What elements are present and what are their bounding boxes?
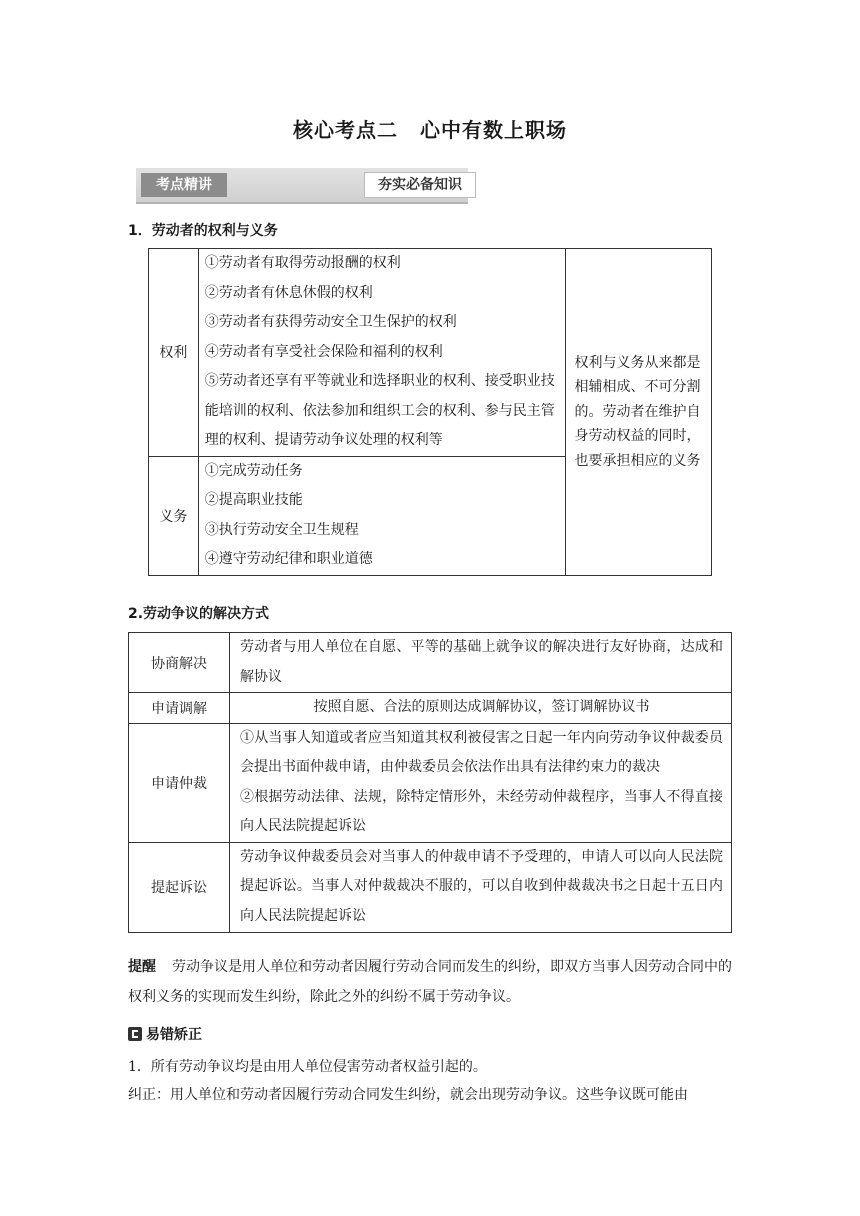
list-item: ③劳动者有获得劳动安全卫生保护的权利 bbox=[204, 314, 457, 330]
reminder-text: 劳动争议是用人单位和劳动者因履行劳动合同而发生的纠纷，即双方当事人因劳动合同中的权利义务的实现而发生纠纷，除此之外的纠纷不属于劳动争议。 bbox=[128, 959, 732, 1005]
rights-duties-table bbox=[148, 248, 712, 576]
section1-heading: 1．劳动者的权利与义务 bbox=[128, 223, 278, 239]
reminder-label: 提醒 bbox=[128, 959, 156, 975]
row-text: 劳动争议仲裁委员会对当事人的仲裁申请不予受理的，申请人可以向人民法院提起诉讼。当事人对仲裁裁决不服的，可以自收到仲裁裁决书之日起十五日内向人民法院提起诉讼 bbox=[230, 842, 732, 932]
table-row bbox=[149, 249, 712, 457]
row-label: 申请调解 bbox=[129, 693, 230, 724]
title-part2: 心中有数上职场 bbox=[420, 118, 567, 142]
list-item: ①劳动者有取得劳动报酬的权利 bbox=[204, 255, 401, 271]
rights-duties-note: 权利与义务从来都是相辅相成、不可分割的。劳动者在维护自身劳动权益的同时，也要承担相应的义务 bbox=[566, 249, 712, 576]
table-row bbox=[129, 633, 732, 693]
row-text: 劳动者与用人单位在自愿、平等的基础上就争议的解决进行友好协商，达成和解协议 bbox=[230, 633, 732, 693]
banner-subtitle: 夯实必备知识 bbox=[364, 172, 476, 198]
title-part1: 核心考点二 bbox=[293, 118, 398, 142]
error-heading-text: 易错矫正 bbox=[146, 1027, 202, 1043]
rights-cell bbox=[198, 249, 566, 457]
row-text-part1: ①从当事人知道或者应当知道其权利被侵害之日起一年内向劳动争议仲裁委员会提出书面仲裁申请，由仲裁委员会依法作出具有法律约束力的裁决 bbox=[240, 729, 723, 775]
page-title bbox=[0, 114, 860, 143]
row-label: 申请仲裁 bbox=[129, 723, 230, 842]
list-item: ②劳动者有休息休假的权利 bbox=[204, 284, 373, 301]
list-item: ③执行劳动安全卫生规程 bbox=[204, 521, 359, 538]
rights-label: 权利 bbox=[149, 249, 199, 457]
table-row bbox=[129, 842, 732, 932]
reminder-paragraph bbox=[128, 952, 736, 1012]
list-item: ①完成劳动任务 bbox=[204, 462, 303, 479]
error-item: 1．所有劳动争议均是由用人单位侵害劳动者权益引起的。 bbox=[128, 1059, 487, 1075]
table-row bbox=[129, 693, 732, 724]
row-label: 提起诉讼 bbox=[129, 842, 230, 932]
dispute-resolution-table bbox=[128, 632, 732, 933]
error-correction: 纠正：用人单位和劳动者因履行劳动合同发生纠纷，就会出现劳动争议。这些争议既可能由 bbox=[128, 1087, 688, 1103]
duties-cell bbox=[198, 456, 566, 575]
row-label: 协商解决 bbox=[129, 633, 230, 693]
row-text: 按照自愿、合法的原则达成调解协议，签订调解协议书 bbox=[230, 693, 732, 724]
banner-tag: 考点精讲 bbox=[141, 173, 227, 197]
section2-heading: 2.劳动争议的解决方式 bbox=[128, 606, 270, 622]
list-item: ④劳动者有享受社会保险和福利的权利 bbox=[204, 343, 443, 360]
error-correction-heading bbox=[128, 1024, 202, 1044]
list-item: ②提高职业技能 bbox=[204, 492, 303, 508]
duties-label: 义务 bbox=[149, 456, 199, 575]
list-item: ⑤劳动者还享有平等就业和选择职业的权利、接受职业技能培训的权利、依法参加和组织工会的权利、参与民主管理的权利、提请劳动争议处理的权利等 bbox=[204, 373, 555, 448]
section-banner bbox=[136, 168, 468, 204]
list-item: ④遵守劳动纪律和职业道德 bbox=[204, 551, 373, 567]
table-row bbox=[129, 723, 732, 842]
row-text bbox=[230, 723, 732, 842]
row-text-part2: ②根据劳动法律、法规，除特定情形外，未经劳动仲裁程序，当事人不得直接向人民法院提起诉讼 bbox=[240, 788, 723, 834]
correction-icon bbox=[128, 1027, 142, 1041]
